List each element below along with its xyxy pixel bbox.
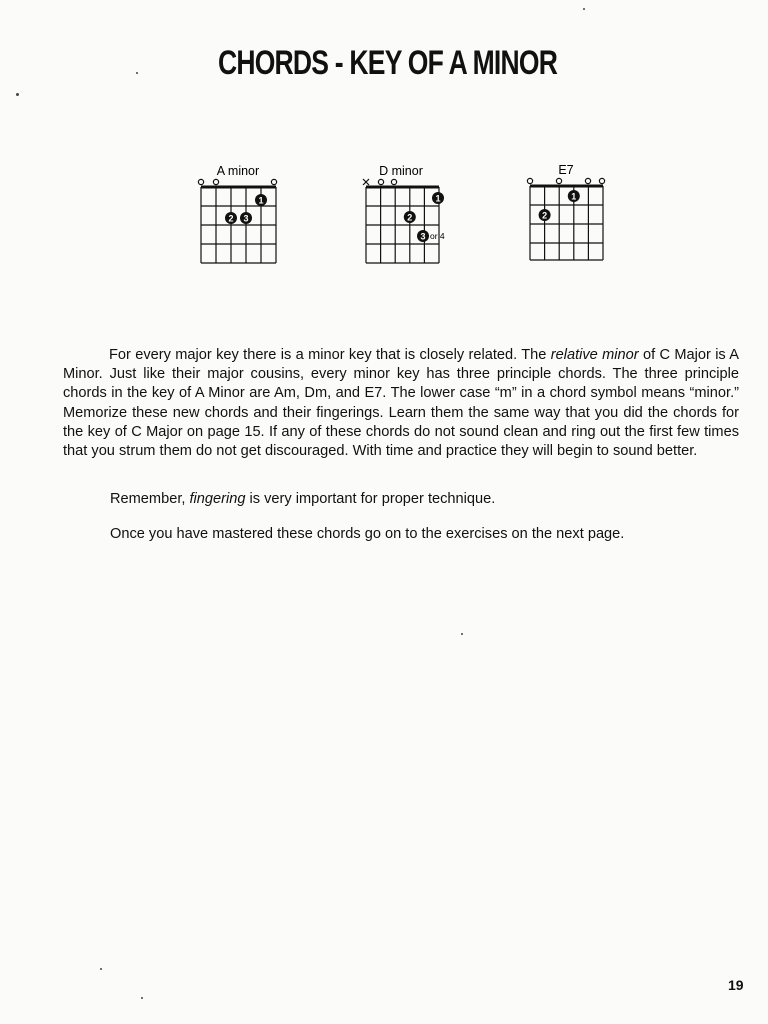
emphasis-fingering: fingering — [189, 491, 246, 507]
scan-speck — [100, 968, 102, 970]
svg-text:1: 1 — [571, 191, 577, 202]
next-page-note: Once you have mastered these chords go on to the exercises on the next page. — [110, 526, 625, 542]
finger-dot — [240, 212, 252, 224]
fingering-reminder: Remember, fingering is very important for proper technique. — [110, 491, 496, 507]
paragraph-text: of C Major is A Minor. Just like their major cousins, every minor key has three principle chords. The three principle chords in the key of A Minor are Am, Dm, and E7. The lower case “m” in a chord symbol means “minor.” Memorize these new chords and their fingerings. Learn them the same way that you did the chords for the key of C Major on page 15. If any of these chords do not sound clean and ring out the first few times that you strum them do not get discouraged. With time and practice they will begin to sound better. — [63, 347, 740, 460]
finger-dot — [404, 211, 416, 223]
chord-grid-d-minor — [358, 160, 468, 270]
svg-text:3: 3 — [420, 231, 426, 242]
svg-text:2: 2 — [228, 213, 234, 224]
svg-text:2: 2 — [542, 210, 548, 221]
scan-speck — [583, 8, 585, 10]
fretboard — [366, 187, 439, 263]
svg-text:2: 2 — [407, 212, 413, 223]
page-title: CHORDS - KEY OF A MINOR — [217, 44, 558, 82]
chord-diagram-a-minor — [193, 160, 293, 270]
string-markers — [527, 178, 604, 183]
scan-speck — [16, 93, 19, 96]
intro-paragraph — [63, 346, 739, 461]
finger-dot — [568, 190, 580, 202]
chord-name: A minor — [216, 164, 260, 178]
svg-text:3: 3 — [243, 213, 249, 224]
scan-speck — [461, 633, 463, 635]
string-markers — [363, 179, 397, 185]
chord-name: E7 — [558, 163, 574, 177]
chord-grid-a-minor — [193, 160, 293, 270]
svg-text:1: 1 — [435, 193, 441, 204]
page-number: 19 — [728, 977, 744, 993]
finger-dot — [432, 192, 444, 204]
chord-diagram-d-minor — [358, 160, 468, 270]
finger-dot — [417, 230, 429, 242]
emphasis-relative-minor: relative minor — [550, 347, 639, 363]
string-markers — [198, 179, 276, 184]
finger-dot — [225, 212, 237, 224]
finger-dot — [539, 209, 551, 221]
fretboard — [530, 186, 603, 260]
svg-text:1: 1 — [258, 195, 264, 206]
scan-speck — [136, 72, 138, 74]
chord-grid-e7 — [522, 160, 622, 270]
finger-dot — [255, 194, 267, 206]
chord-name: D minor — [379, 164, 423, 178]
alt-finger-note: or 4 — [430, 231, 445, 241]
chord-diagram-e7 — [522, 160, 622, 270]
paragraph-text: For every major key there is a minor key that is closely related. The — [109, 347, 551, 363]
scan-speck — [141, 997, 143, 999]
